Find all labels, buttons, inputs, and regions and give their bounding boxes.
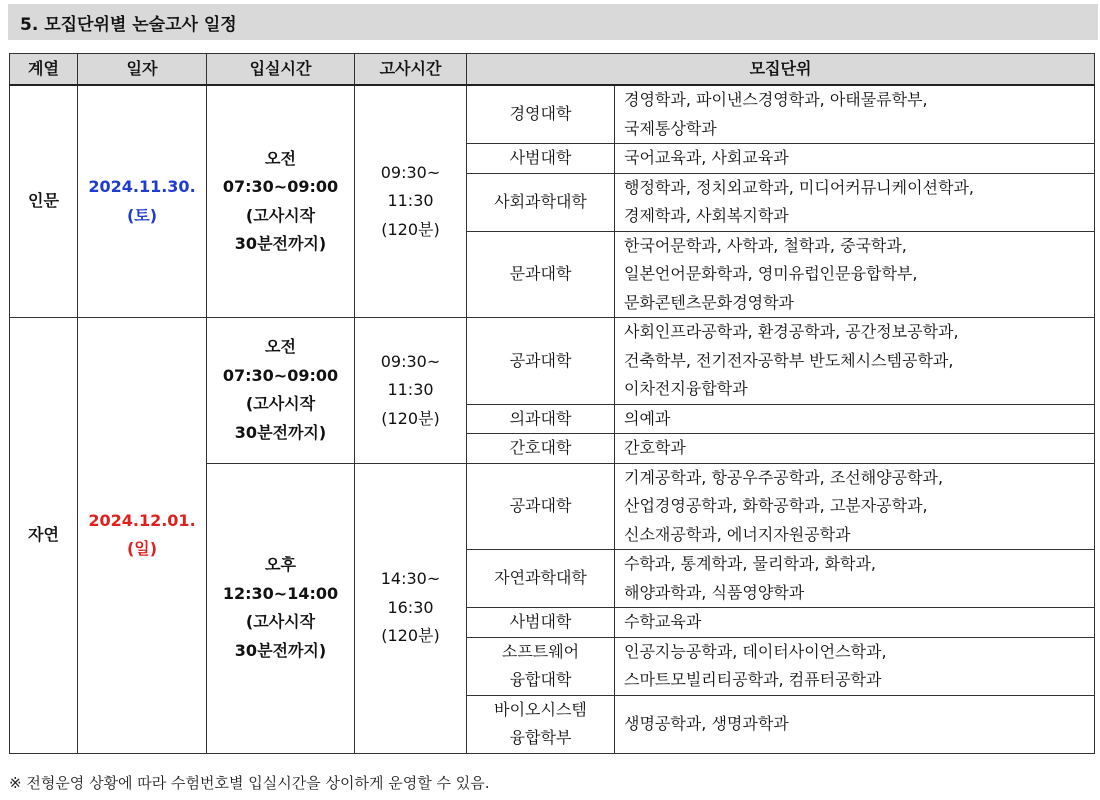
table-header-row — [10, 54, 1095, 86]
field-humanities: 인문 — [10, 85, 78, 318]
units-cell: 국어교육과, 사회교육과 — [615, 144, 1095, 174]
exam-time-humanities: 09:30~ 11:30 (120분) — [355, 85, 467, 318]
entry-time-natural-afternoon: 오후 12:30~14:00 (고사시작 30분전까지) — [207, 463, 355, 753]
footnote: ※ 전형운영 상황에 따라 수험번호별 입실시간을 상이하게 운영할 수 있음. — [9, 774, 490, 792]
units-cell: 인공지능공학과, 데이터사이언스학과, 스마트모빌리티공학과, 컴퓨터공학과 — [615, 637, 1095, 695]
date-humanities: 2024.11.30. (토) — [78, 85, 207, 318]
entry-time-natural-morning: 오전 07:30~09:00 (고사시작 30분전까지) — [207, 318, 355, 464]
header-entry-time: 입실시간 — [207, 54, 355, 86]
header-field: 계열 — [10, 54, 78, 86]
exam-schedule-table — [9, 53, 1095, 754]
college-cell: 자연과학대학 — [467, 550, 615, 608]
college-cell: 경영대학 — [467, 85, 615, 144]
college-cell: 소프트웨어 융합대학 — [467, 637, 615, 695]
college-cell: 사범대학 — [467, 608, 615, 638]
entry-time-humanities: 오전 07:30~09:00 (고사시작 30분전까지) — [207, 85, 355, 318]
section-title: 5. 모집단위별 논술고사 일정 — [8, 4, 1098, 40]
units-cell: 사회인프라공학과, 환경공학과, 공간정보공학과, 건축학부, 전기전자공학부 반도체시스템공학과, 이차전지융합학과 — [615, 318, 1095, 405]
college-cell: 공과대학 — [467, 318, 615, 405]
units-cell: 간호학과 — [615, 434, 1095, 464]
units-cell: 기계공학과, 항공우주공학과, 조선해양공학과, 산업경영공학과, 화학공학과, 고분자공학과, 신소재공학과, 에너지자원공학과 — [615, 463, 1095, 550]
header-exam-time: 고사시간 — [355, 54, 467, 86]
table-row — [10, 318, 1095, 405]
date-natural: 2024.12.01. (일) — [78, 318, 207, 754]
exam-time-natural-morning: 09:30~ 11:30 (120분) — [355, 318, 467, 464]
table-row — [10, 85, 1095, 144]
units-cell: 수학과, 통계학과, 물리학과, 화학과, 해양과학과, 식품영양학과 — [615, 550, 1095, 608]
units-cell: 수학교육과 — [615, 608, 1095, 638]
units-cell: 의예과 — [615, 404, 1095, 434]
units-cell: 생명공학과, 생명과학과 — [615, 695, 1095, 753]
college-cell: 공과대학 — [467, 463, 615, 550]
header-units: 모집단위 — [467, 54, 1095, 86]
college-cell: 바이오시스템 융합학부 — [467, 695, 615, 753]
college-cell: 간호대학 — [467, 434, 615, 464]
exam-time-natural-afternoon: 14:30~ 16:30 (120분) — [355, 463, 467, 753]
college-cell: 사회과학대학 — [467, 173, 615, 231]
header-date: 일자 — [78, 54, 207, 86]
units-cell: 경영학과, 파이낸스경영학과, 아태물류학부, 국제통상학과 — [615, 85, 1095, 144]
college-cell: 사범대학 — [467, 144, 615, 174]
units-cell: 행정학과, 정치외교학과, 미디어커뮤니케이션학과, 경제학과, 사회복지학과 — [615, 173, 1095, 231]
units-cell: 한국어문학과, 사학과, 철학과, 중국학과, 일본언어문화학과, 영미유럽인문융합학부, 문화콘텐츠문화경영학과 — [615, 231, 1095, 318]
college-cell: 의과대학 — [467, 404, 615, 434]
field-natural: 자연 — [10, 318, 78, 754]
college-cell: 문과대학 — [467, 231, 615, 318]
